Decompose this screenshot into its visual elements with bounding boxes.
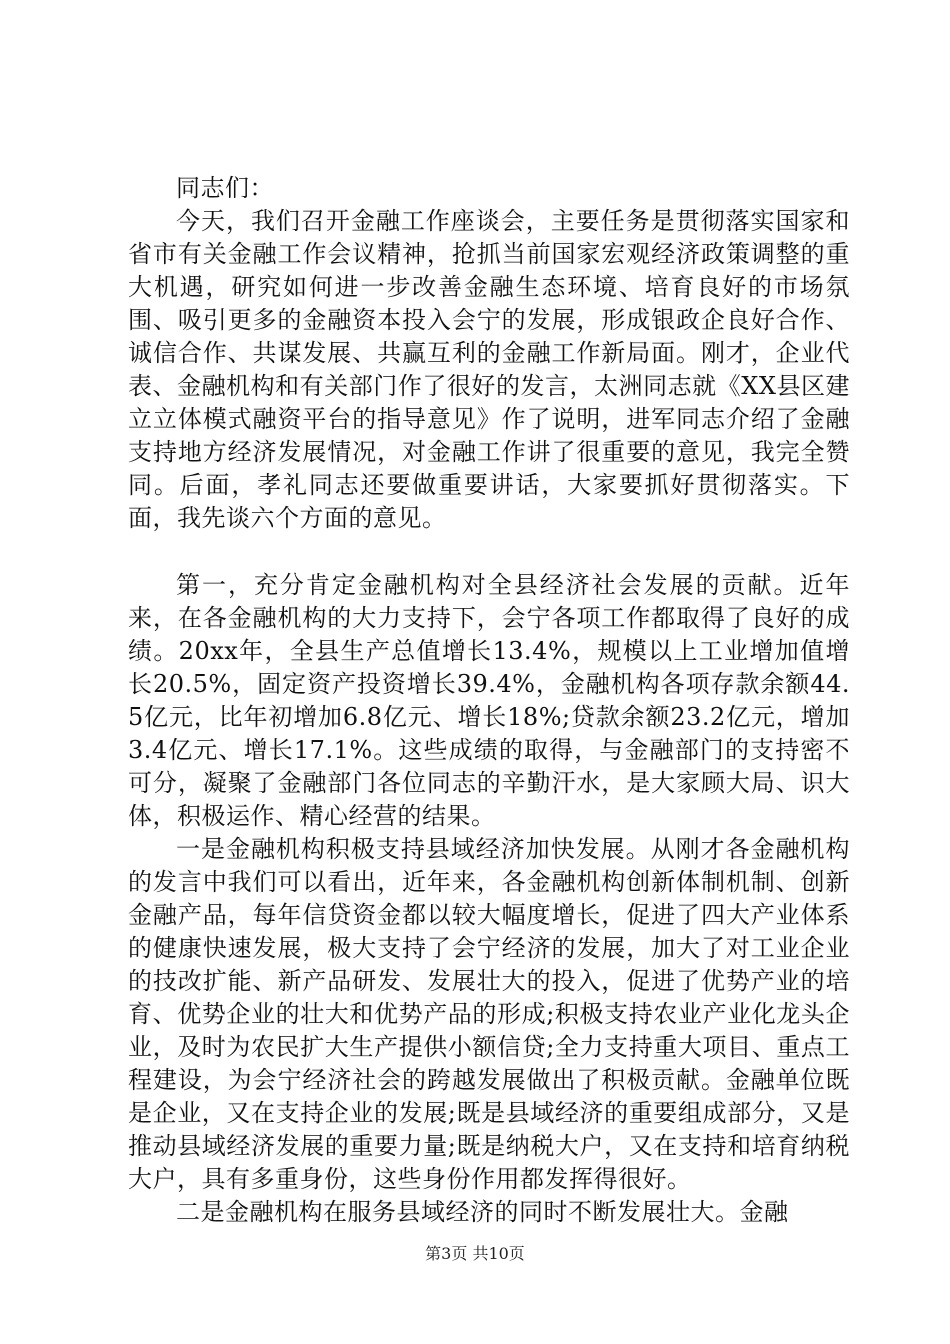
page-footer (0, 1244, 950, 1264)
paragraph-section-one: 第一，充分肯定金融机构对全县经济社会发展的贡献。近年来，在各金融机构的大力支持下，会宁各项工作都取得了良好的成绩。20xx年，全县生产总值增长13.4%，规模以上工业增加值增长20.5%，固定资产投资增长39.4%，金融机构各项存款余额44.5亿元，比年初增加6.8亿元、增长18%;贷款余额23.2亿元，增加3.4亿元、增长17.1%。这些成绩的取得，与金融部门的支持密不可分，凝聚了金融部门各位同志的辛勤汗水，是大家顾大局、识大体，积极运作、精心经营的结果。 (128, 571, 850, 830)
paragraph-point-one: 一是金融机构积极支持县域经济加快发展。从刚才各金融机构的发言中我们可以看出，近年来，各金融机构创新体制机制、创新金融产品，每年信贷资金都以较大幅度增长，促进了四大产业体系的健康快速发展，极大支持了会宁经济的发展，加大了对工业企业的技改扩能、新产品研发、发展壮大的投入，促进了优势产业的培育、优势企业的壮大和优势产品的形成;积极支持农业产业化龙头企业，及时为农民扩大生产提供小额信贷;全力支持重大项目、重点工程建设，为会宁经济社会的跨越发展做出了积极贡献。金融单位既是企业，又在支持企业的发展;既是县域经济的重要组成部分，又是推动县域经济发展的重要力量;既是纳税大户，又在支持和培育纳税大户，具有多重身份，这些身份作用都发挥得很好。 (128, 835, 850, 1193)
salutation: 同志们： (176, 174, 274, 202)
paragraph-spacer (128, 535, 850, 569)
paragraph-point-two: 二是金融机构在服务县域经济的同时不断发展壮大。金融 (176, 1198, 789, 1226)
paragraph-opening: 今天，我们召开金融工作座谈会，主要任务是贯彻落实国家和省市有关金融工作会议精神，抢抓当前国家宏观经济政策调整的重大机遇，研究如何进一步改善金融生态环境、培育良好的市场氛围、吸引更多的金融资本投入会宁的发展，形成银政企良好合作、诚信合作、共谋发展、共赢互利的金融工作新局面。刚才，企业代表、金融机构和有关部门作了很好的发言，太洲同志就《XX县区建立立体模式融资平台的指导意见》作了说明，进军同志介绍了金融支持地方经济发展情况，对金融工作讲了很重要的意见，我完全赞同。后面，孝礼同志还要做重要讲话，大家要抓好贯彻落实。下面，我先谈六个方面的意见。 (128, 207, 850, 532)
document-body (128, 172, 850, 1229)
page-number: 第3页 共10页 (425, 1244, 525, 1263)
